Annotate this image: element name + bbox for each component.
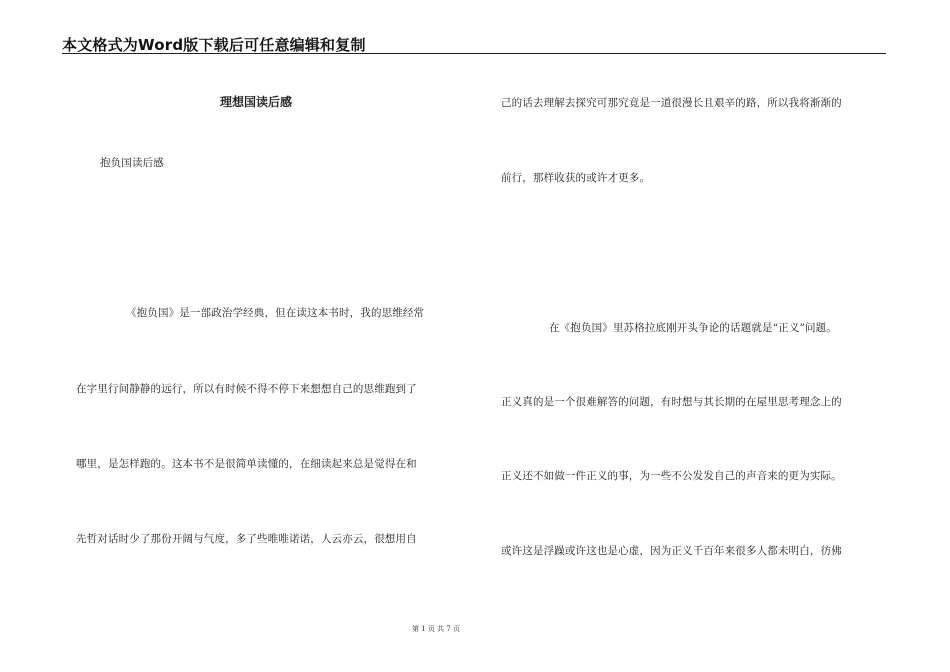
header-divider — [62, 53, 886, 54]
subtitle: 抱负国读后感 — [100, 157, 164, 169]
left-paragraph-line-3: 哪里，是怎样跑的。这本书不是很简单读懂的，在细读起来总是觉得在和 — [76, 458, 417, 470]
right-paragraph-line-3: 在《抱负国》里苏格拉底刚开头争论的话题就是“正义”问题。 — [549, 322, 837, 334]
right-paragraph-line-4: 正义真的是一个很难解答的问题，有时想与其长期的在屋里思考理念上的 — [501, 396, 842, 408]
document-header: 本文格式为Word版下载后可任意编辑和复制 — [62, 36, 366, 54]
right-paragraph-line-6: 或许这是浮躁或许这也是心虚，因为正义千百年来很多人都未明白，彷佛 — [501, 545, 842, 557]
right-paragraph-line-2: 前行，那样收获的或许才更多。 — [501, 172, 651, 184]
right-paragraph-line-1: 己的话去理解去探究可那究竟是一道很漫长且艰辛的路，所以我将渐渐的 — [501, 97, 842, 109]
page-title: 理想国读后感 — [220, 95, 293, 109]
left-paragraph-line-4: 先哲对话时少了那份开阔与气度，多了些唯唯诺诺，人云亦云，很想用自 — [76, 533, 417, 545]
left-paragraph-line-1: 《抱负国》是一部政治学经典，但在读这本书时，我的思维经常 — [126, 307, 425, 319]
right-paragraph-line-5: 正义还不如做一件正义的事，为一些不公发发自己的声音来的更为实际。 — [501, 470, 842, 482]
left-paragraph-line-2: 在字里行间静静的远行，所以有时候不得不停下来想想自己的思维跑到了 — [76, 383, 417, 395]
page-number: 第 1 页 共 7 页 — [412, 625, 461, 633]
